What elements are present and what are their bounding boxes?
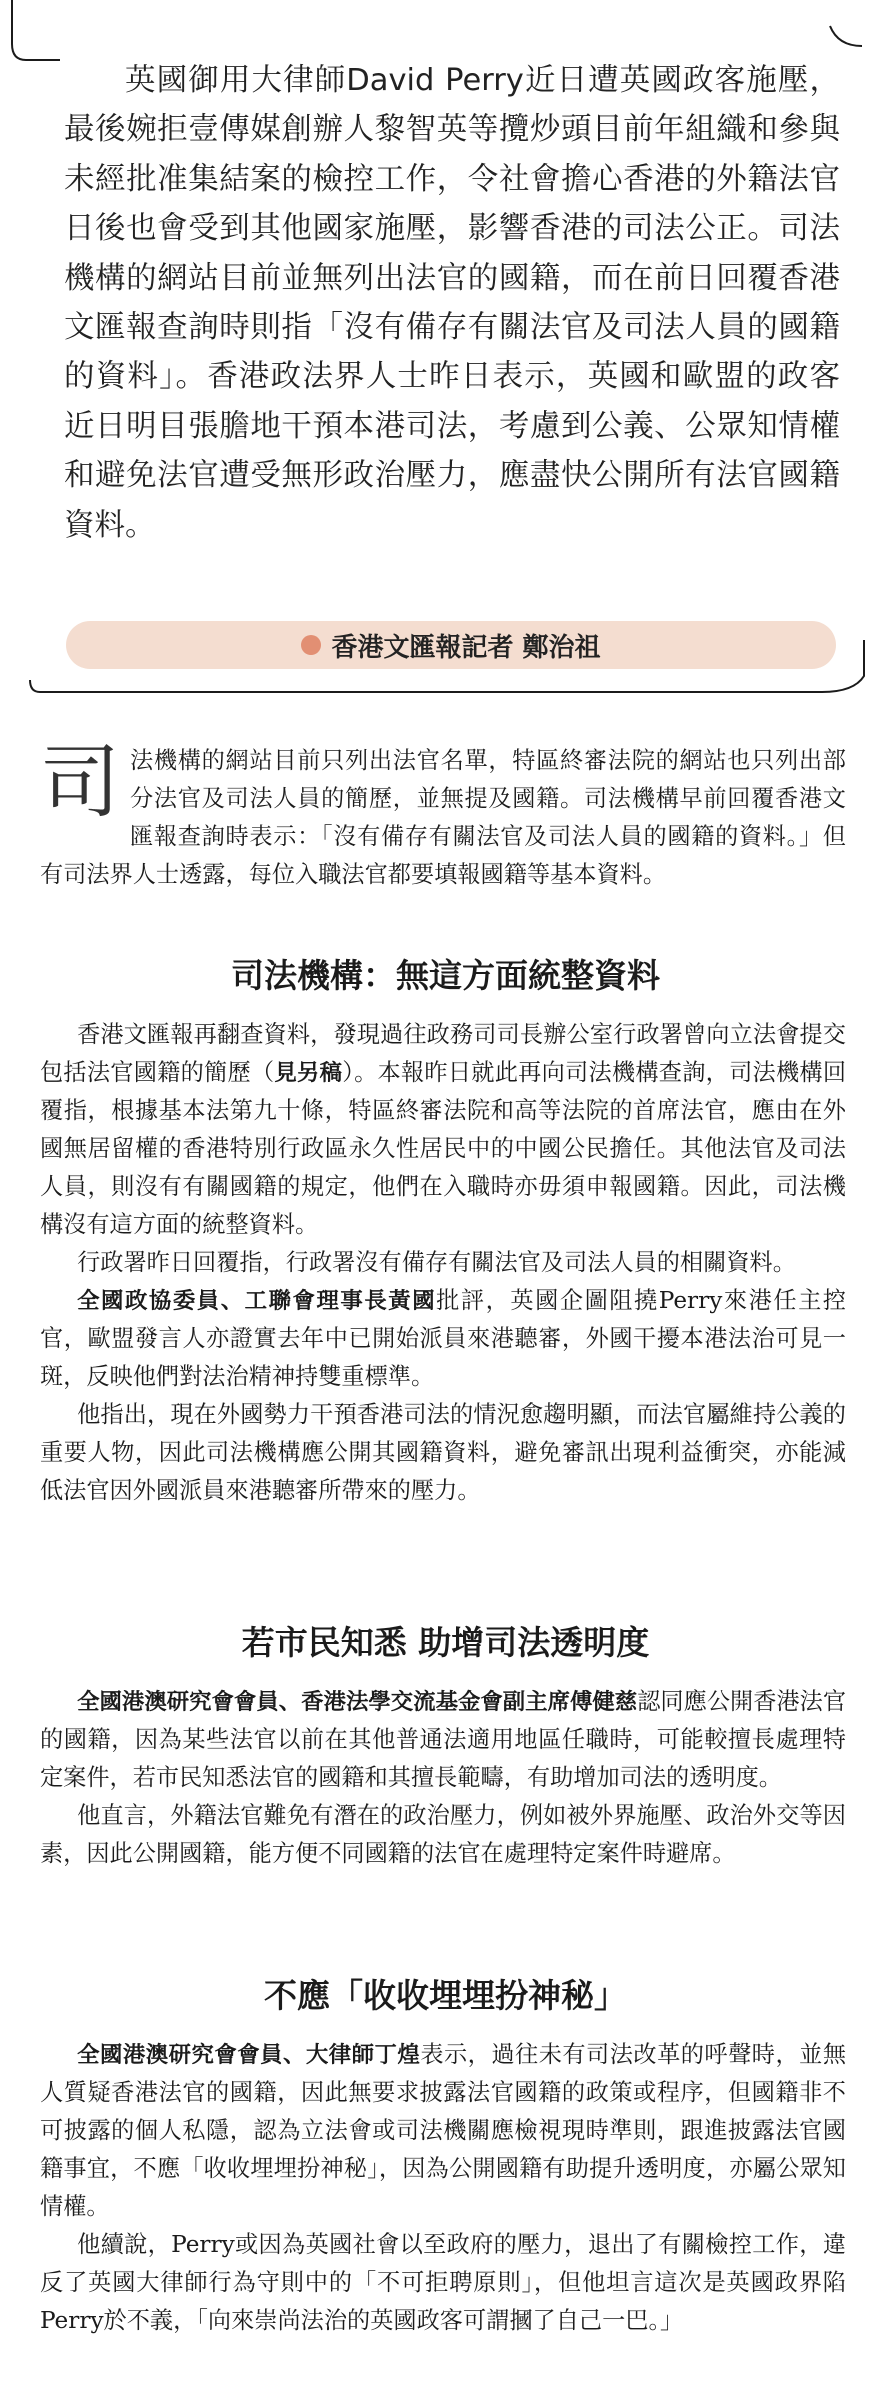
section2-paragraph-1 xyxy=(40,1683,846,1797)
section2-p1-text: 認同應公開香港法官的國籍，因為某些法官以前在其他普通法適用地區任職時，可能較擅長處理特定案件，若市民知悉法官的國籍和其擅長範疇，有助增加司法的透明度。 xyxy=(40,1688,847,1791)
section1-p1-text-a: 香港文匯報再翻查資料，發現過往政務司司長辦公室行政署曾向立法會提交包括法官國籍的簡歷（ xyxy=(40,1021,846,1086)
section1-p3-text: 批評，英國企圖阻撓Perry來港任主控官，歐盟發言人亦證實去年中已開始派員來港聽審，外國干擾本港法治可見一斑，反映他們對法治精神持雙重標準。 xyxy=(40,1287,846,1390)
section2-paragraph-2: 他直言，外籍法官難免有潛在的政治壓力，例如被外界施壓、政治外交等因素，因此公開國籍，能方便不同國籍的法官在處理特定案件時避席。 xyxy=(40,1802,846,1867)
section1-p1-text-b: ）。本報昨日就此再向司法機構查詢，司法機構回覆指，根據基本法第九十條，特區終審法院和高等法院的首席法官，應由在外國無居留權的香港特別行政區永久性居民中的中國公民擔任。其他法官及司法人員，則沒有有關國籍的規定，他們在入職時亦毋須申報國籍。因此，司法機構沒有這方面的統整資料。 xyxy=(40,1059,847,1238)
section2-body xyxy=(40,1683,846,1873)
lead-frame xyxy=(0,0,891,705)
section1-p3-bold: 全國政協委員、工聯會理事長黃國 xyxy=(77,1288,437,1314)
section1-heading: 司法機構：無這方面統整資料 xyxy=(231,956,660,995)
section3-heading: 不應「收收埋埋扮神秘」 xyxy=(264,1976,627,2015)
drop-cap: 司 xyxy=(40,736,120,829)
section1-paragraph-3 xyxy=(40,1282,846,1396)
lead-paragraph: 英國御用大律師David Perry近日遭英國政客施壓，最後婉拒壹傳媒創辦人黎智英等攬炒頭目前年組織和參與未經批准集結案的檢控工作，令社會擔心香港的外籍法官日後也會受到其他國家施壓，影響香港的司法公正。司法機構的網站目前並無列出法官的國籍，而在前日回覆香港文匯報查詢時則指「沒有備存有關法官及司法人員的國籍的資料」。香港政法界人士昨日表示，英國和歐盟的政客近日明目張膽地干預本港司法，考慮到公義、公眾知情權和避免法官遭受無形政治壓力，應盡快公開所有法官國籍資料。 xyxy=(64,63,840,543)
intro-text: 法機構的網站目前只列出法官名單，特區終審法院的網站也只列出部分法官及司法人員的簡歷，並無提及國籍。司法機構早前回覆香港文匯報查詢時表示：「沒有備存有關法官及司法人員的國籍的資料。」但有司法界人士透露，每位入職法官都要填報國籍等基本資料。 xyxy=(40,747,846,888)
byline xyxy=(66,621,836,669)
section3-body xyxy=(40,2036,846,2340)
section3-p1-bold: 全國港澳研究會會員、大律師丁煌 xyxy=(77,2042,421,2068)
section1-paragraph-2: 行政署昨日回覆指，行政署沒有備存有關法官及司法人員的相關資料。 xyxy=(77,1249,796,1276)
section3-p1-text: 表示，過往未有司法改革的呼聲時，並無人質疑香港法官的國籍，因此無要求披露法官國籍的政策或程序，但國籍非不可披露的個人私隱，認為立法會或司法機關應檢視現時準則，跟進披露法官國籍事宜，不應「收收埋埋扮神秘」，因為公開國籍有助提升透明度，亦屬公眾知情權。 xyxy=(40,2041,847,2220)
byline-text: 香港文匯報記者 鄭治祖 xyxy=(331,632,601,663)
section1-p1-bold: 見另稿 xyxy=(274,1060,343,1086)
intro-paragraph xyxy=(40,736,846,894)
section3-paragraph-1 xyxy=(40,2036,846,2226)
section2-p1-bold: 全國港澳研究會會員、香港法學交流基金會副主席傅健慈 xyxy=(77,1689,638,1715)
section2-heading: 若市民知悉 助增司法透明度 xyxy=(241,1623,650,1662)
section1-paragraph-4: 他指出，現在外國勢力干預香港司法的情況愈趨明顯，而法官屬維持公義的重要人物，因此司法機構應公開其國籍資料，避免審訊出現利益衝突，亦能減低法官因外國派員來港聽審所帶來的壓力。 xyxy=(40,1401,846,1504)
bullet-dot-icon xyxy=(301,635,321,655)
section3-paragraph-2: 他續說，Perry或因為英國社會以至政府的壓力，退出了有關檢控工作，違反了英國大律師行為守則中的「不可拒聘原則」，但他坦言這次是英國政界陷Perry於不義，「向來崇尚法治的英國政客可謂摑了自己一巴。」 xyxy=(40,2231,846,2334)
section1-body xyxy=(40,1016,846,1510)
section1-paragraph-1 xyxy=(40,1016,846,1244)
